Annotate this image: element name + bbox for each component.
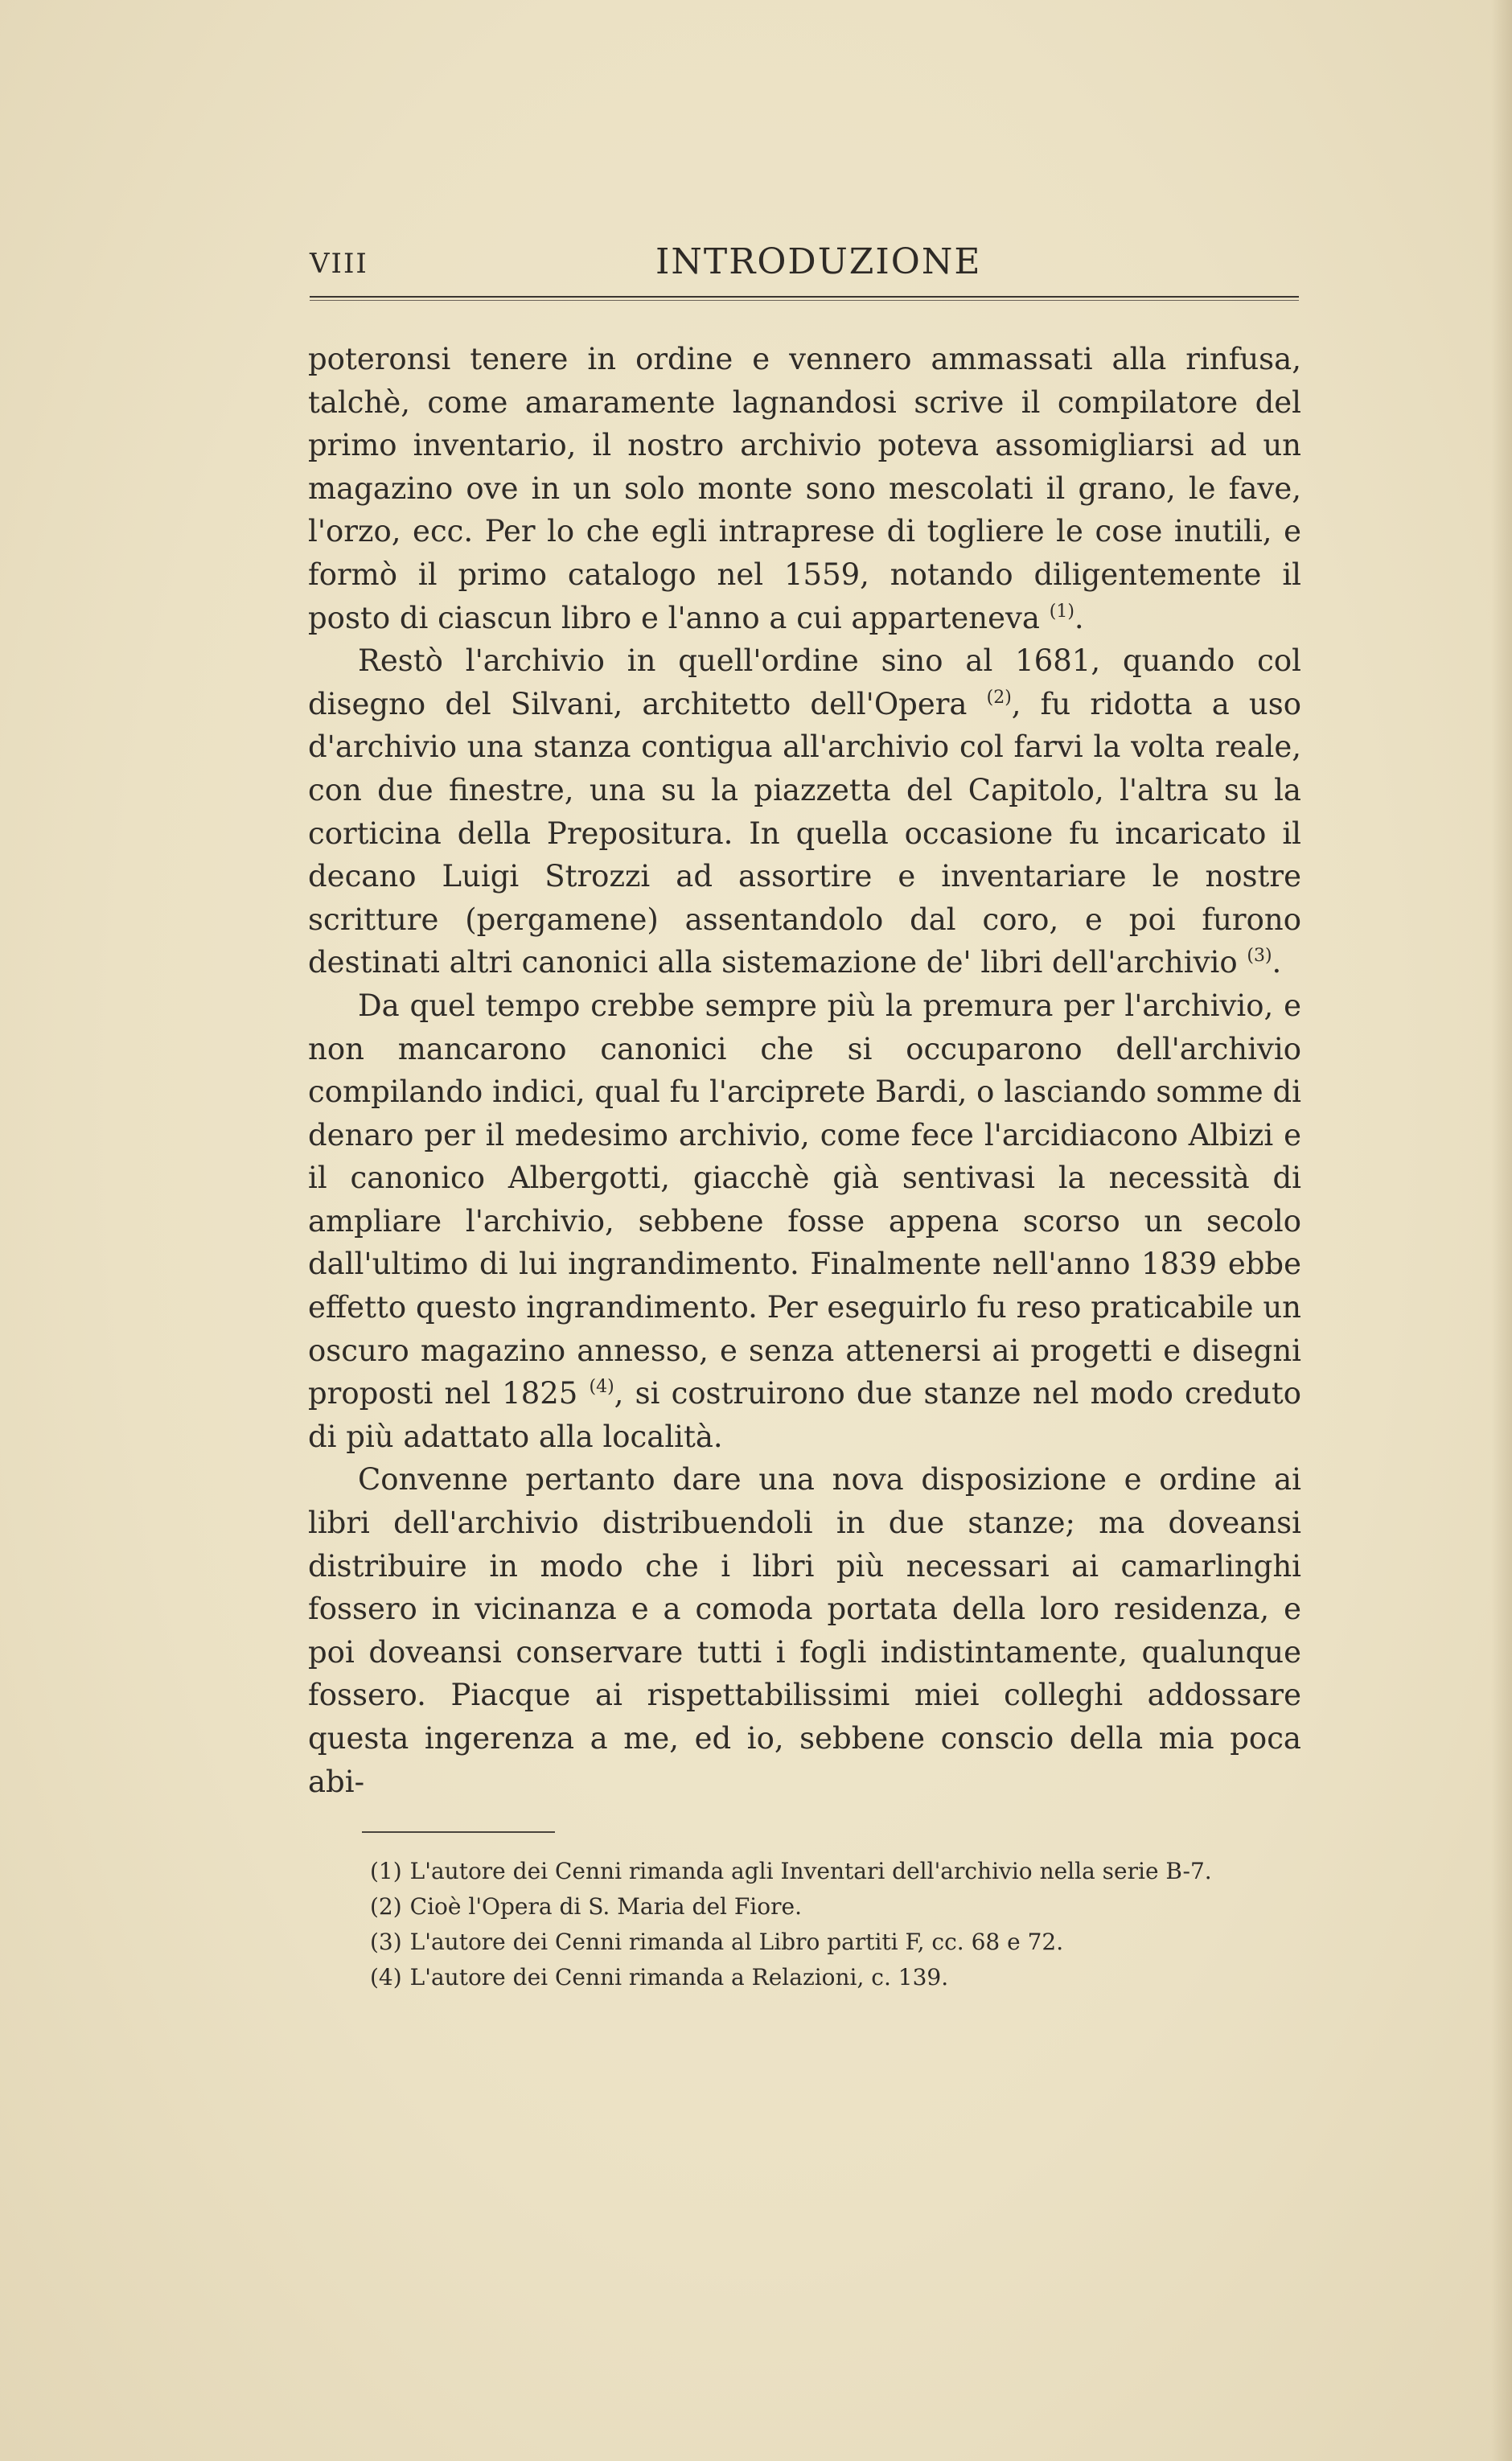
header-rule-thin — [310, 300, 1299, 301]
page-number: VIII — [310, 248, 368, 280]
footnote-3: (3) L'autore dei Cenni rimanda al Libro partiti F, cc. 68 e 72. — [370, 1929, 1064, 1955]
footnote-1: (1) L'autore dei Cenni rimanda agli Inventari dell'archivio nella serie B-7. — [370, 1858, 1212, 1884]
paragraph-1: poteronsi tenere in ordine e vennero ammassati alla rinfusa, talchè, come amaramente lagnandosi scrive il compilatore del primo inventario, il nostro archivio poteva assomigliarsi ad un magazino ove in un solo monte sono mescolati il grano, le fave, l'orzo, ecc. Per lo che egli intraprese di togliere le cose inutili, e formò il primo catalogo nel 1559, notando diligentemente il posto di ciascun libro e l'anno a cui apparteneva $^{(1)}$. — [308, 342, 1301, 635]
page-edge-shadow — [1491, 0, 1512, 2461]
footnote-rule — [362, 1831, 555, 1833]
page-header — [310, 241, 1299, 290]
paragraph-4: Convenne pertanto dare una nova disposizione e ordine ai libri dell'archivio distribuendoli in due stanze; ma doveansi distribuire in modo che i libri più necessari ai camarlinghi fossero in vicinanza e a comoda portata della loro residenza, e poi doveansi conservare tutti i fogli indistintamente, qualunque fossero. Piacque ai rispettabilissimi miei colleghi addossare questa ingerenza a me, ed io, sebbene conscio della mia poca abi- — [308, 1462, 1301, 1799]
main-text — [308, 338, 1301, 1803]
footnote-ref-1: (1) — [1049, 601, 1074, 622]
footnote-4: (4) L'autore dei Cenni rimanda a Relazioni, c. 139. — [370, 1964, 949, 1991]
footnote-2: (2) Cioè l'Opera di S. Maria del Fiore. — [370, 1893, 802, 1920]
footnote-ref-3: (3) — [1247, 946, 1272, 967]
running-head: INTRODUZIONE — [655, 241, 982, 282]
footnotes — [370, 1854, 1303, 1995]
paragraph-3: Da quel tempo crebbe sempre più la premura per l'archivio, e non mancarono canonici che si occuparono dell'archivio compilando indici, qual fu l'arciprete Bardi, o lasciando somme di denaro per il medesimo archivio, come fece l'arcidiacono Albizi e il canonico Albergotti, giacchè già sentivasi la necessità di ampliare l'archivio, sebbene fosse appena scorso un secolo dall'ultimo di lui ingrandimento. Finalmente nell'anno 1839 ebbe effetto questo ingrandimento. Per eseguirlo fu reso praticabile un oscuro magazino annesso, e senza attenersi ai progetti e disegni proposti nel 1825 $^{(4)}$, si costruirono due stanze nel modo creduto di più adattato alla località. — [308, 988, 1302, 1454]
footnote-ref-2: (2) — [986, 687, 1012, 708]
header-rule — [310, 296, 1299, 298]
paragraph-2: Restò l'archivio in quell'ordine sino al 1681, quando col disegno del Silvani, architetto dell'Opera $^{(2)}$, fu ridotta a uso d'archivio una stanza contigua all'archivio col farvi la volta reale, con due finestre, una su la piazzetta del Capitolo, l'altra su la corticina della Prepositura. In quella occasione fu incaricato il decano Luigi Strozzi ad assortire e inventariare le nostre scritture (pergamene) assentandolo dal coro, e poi furono destinati altri canonici alla sistemazione de' libri dell'archivio $^{(3)}$. — [308, 643, 1302, 980]
footnote-ref-4: (4) — [589, 1377, 614, 1398]
